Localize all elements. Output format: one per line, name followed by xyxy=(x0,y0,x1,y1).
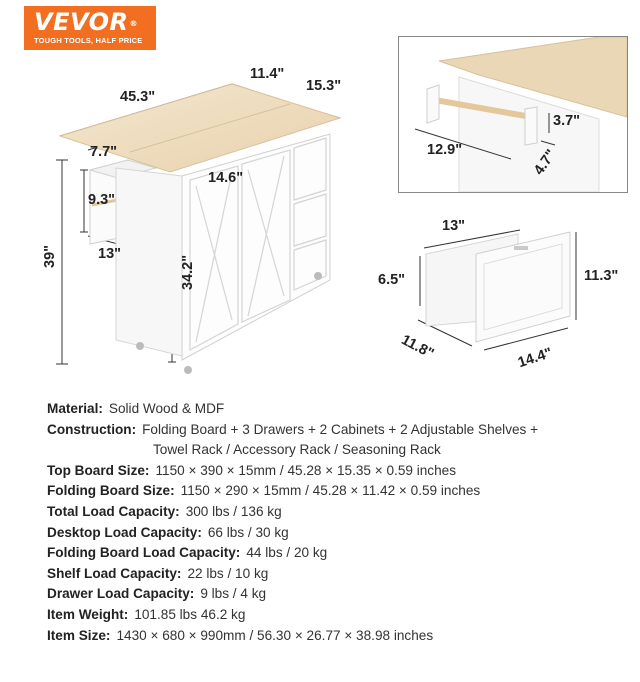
logo-tagline: TOUGH TOOLS, HALF PRICE xyxy=(34,36,143,45)
spec-row-shelf-load xyxy=(47,564,627,585)
dim-shelf-width: 7.7" xyxy=(90,144,118,160)
kitchen-island-illustration xyxy=(0,0,390,392)
spec-label: Folding Board Size: xyxy=(47,483,175,499)
spec-row-item-weight xyxy=(47,605,627,626)
dim-shelf-depth: 13" xyxy=(98,246,122,262)
spec-value: 1150 × 290 × 15mm / 45.28 × 11.42 × 0.59 inches xyxy=(180,483,481,499)
spec-row-material xyxy=(47,399,627,420)
spec-value: 1430 × 680 × 990mm / 56.30 × 26.77 × 38.98 inches xyxy=(116,627,434,643)
drawer-illustration xyxy=(398,208,628,366)
spec-value: 101.85 lbs 46.2 kg xyxy=(134,606,246,622)
dim-cabinet-depth: 14.6" xyxy=(208,170,244,186)
spec-value: 9 lbs / 4 kg xyxy=(200,586,267,602)
spec-value: 66 lbs / 30 kg xyxy=(207,524,289,540)
spec-row-folding-board-load xyxy=(47,543,627,564)
dim-rack-length: 12.9" xyxy=(427,142,463,158)
spec-row-total-load xyxy=(47,502,627,523)
spec-value: Folding Board + 3 Drawers + 2 Cabinets + 2 Adjustable Shelves + xyxy=(142,421,539,437)
spec-value: 300 lbs / 136 kg xyxy=(185,503,282,519)
spec-row-drawer-load xyxy=(47,584,627,605)
spec-value: Solid Wood & MDF xyxy=(108,401,225,416)
spec-construction-continuation: Towel Rack / Accessory Rack / Seasoning Rack xyxy=(153,442,441,458)
spec-label: Desktop Load Capacity: xyxy=(47,524,202,540)
spec-row-construction xyxy=(47,420,627,441)
dim-drawer-height-left: 6.5" xyxy=(378,272,406,288)
spec-label: Item Size: xyxy=(47,627,111,643)
spec-value: 22 lbs / 10 kg xyxy=(187,565,269,581)
dim-height-total: 39" xyxy=(42,244,58,268)
specifications-list xyxy=(47,399,627,646)
dim-drawer-width-bottom: 14.4" xyxy=(516,345,555,372)
spec-label: Folding Board Load Capacity: xyxy=(47,545,241,561)
dim-drawer-height-right: 11.3" xyxy=(584,268,619,284)
spec-row-top-board-size xyxy=(47,461,627,482)
dim-folding-depth: 11.4" xyxy=(250,66,285,82)
dim-rack-height: 3.7" xyxy=(553,113,581,129)
spec-row-item-size xyxy=(47,626,627,647)
towel-rack-illustration xyxy=(399,37,627,192)
dim-cabinet-height: 34.2" xyxy=(180,254,196,290)
spec-value: 1150 × 390 × 15mm / 45.28 × 15.35 × 0.59 inches xyxy=(155,462,457,478)
dim-shelf-height: 9.3" xyxy=(88,192,116,208)
spec-label: Construction: xyxy=(47,421,137,437)
dim-top-depth: 15.3" xyxy=(306,78,342,94)
dim-drawer-depth: 11.8" xyxy=(398,332,437,363)
spec-label: Shelf Load Capacity: xyxy=(47,565,182,581)
spec-row-desktop-load xyxy=(47,523,627,544)
dim-drawer-width-top: 13" xyxy=(442,218,466,234)
spec-label: Drawer Load Capacity: xyxy=(47,586,195,602)
kitchen-island-drawing xyxy=(0,0,390,392)
spec-label: Total Load Capacity: xyxy=(47,503,180,519)
drawer-detail xyxy=(378,208,628,372)
spec-label: Item Weight: xyxy=(47,606,129,622)
dim-width-total: 45.3" xyxy=(120,89,156,105)
spec-label: Top Board Size: xyxy=(47,462,150,478)
spec-row-folding-board-size xyxy=(47,481,627,502)
dim-rack-depth: 4.7" xyxy=(531,146,560,179)
logo-wordmark: VEVOR® xyxy=(34,8,139,36)
towel-rack-detail xyxy=(398,36,628,193)
spec-value: 44 lbs / 20 kg xyxy=(246,545,328,561)
spec-label: Material: xyxy=(47,401,103,416)
